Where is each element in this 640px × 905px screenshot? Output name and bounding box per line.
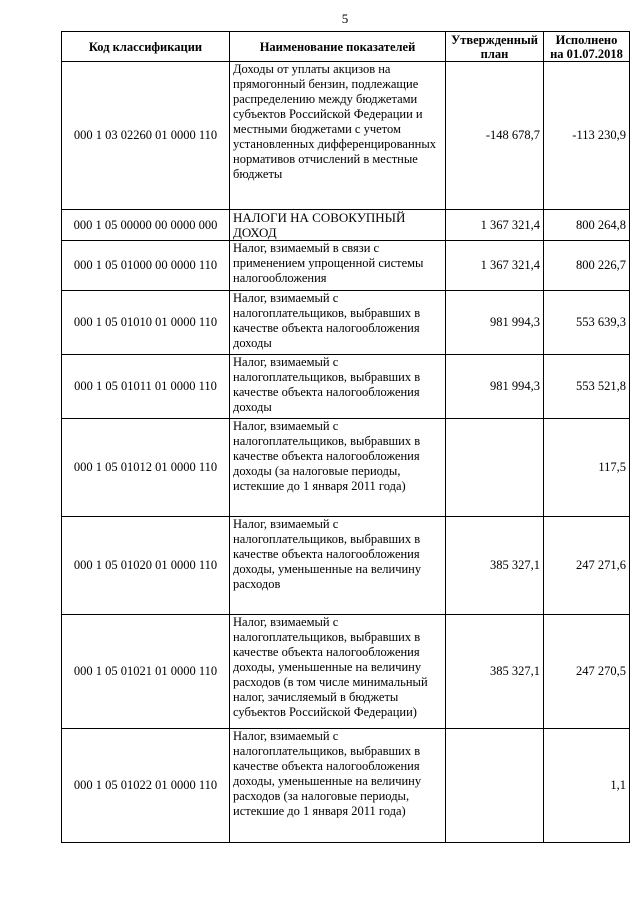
row-plan: [446, 729, 544, 843]
row-plan: 981 994,3: [446, 291, 544, 355]
row-done: 247 271,6: [544, 517, 630, 615]
table-row: [62, 517, 630, 615]
row-code: 000 1 03 02260 01 0000 110: [62, 62, 230, 210]
row-plan: -148 678,7: [446, 62, 544, 210]
table-row: [62, 241, 630, 291]
row-code: 000 1 05 00000 00 0000 000: [62, 210, 230, 241]
row-done: -113 230,9: [544, 62, 630, 210]
row-plan: 1 367 321,4: [446, 241, 544, 291]
header-plan-line2: план: [480, 46, 509, 61]
row-name: Доходы от уплаты акцизов на прямогонный бензин, подлежащие распределению между бюджетами субъектов Российской Федерации и местными бюджетами с учетом установленных дифференцированных нормативов отчислений в местные бюджеты: [230, 62, 446, 210]
table-row: [62, 291, 630, 355]
row-code: 000 1 05 01020 01 0000 110: [62, 517, 230, 615]
row-code: 000 1 05 01021 01 0000 110: [62, 615, 230, 729]
header-done-line1: Исполнено: [555, 32, 618, 47]
table-row: [62, 615, 630, 729]
row-name: НАЛОГИ НА СОВОКУПНЫЙ ДОХОД: [230, 210, 446, 241]
row-code: 000 1 05 01012 01 0000 110: [62, 419, 230, 517]
row-name: Налог, взимаемый с налогоплательщиков, выбравших в качестве объекта налогообложения доходы (за налоговые периоды, истекшие до 1 января 2011 года): [230, 419, 446, 517]
row-plan: 1 367 321,4: [446, 210, 544, 241]
row-plan: 981 994,3: [446, 355, 544, 419]
row-name: Налог, взимаемый с налогоплательщиков, выбравших в качестве объекта налогообложения доходы, уменьшенные на величину расходов (за налоговые периоды, истекшие до 1 января 2011 года): [230, 729, 446, 843]
row-name: Налог, взимаемый в связи с применением упрощенной системы налогообложения: [230, 241, 446, 291]
row-name: Налог, взимаемый с налогоплательщиков, выбравших в качестве объекта налогообложения доходы: [230, 291, 446, 355]
row-done: 553 521,8: [544, 355, 630, 419]
header-name: Наименование показателей: [230, 32, 446, 62]
page-number: 5: [341, 11, 349, 26]
header-done: [544, 32, 630, 62]
table-header-row: [62, 32, 630, 62]
row-name: Налог, взимаемый с налогоплательщиков, выбравших в качестве объекта налогообложения доходы: [230, 355, 446, 419]
row-done: 800 264,8: [544, 210, 630, 241]
row-done: 117,5: [544, 419, 630, 517]
table-row: [62, 355, 630, 419]
row-done: 1,1: [544, 729, 630, 843]
row-plan: 385 327,1: [446, 615, 544, 729]
header-done-line2: на 01.07.2018: [550, 46, 623, 61]
row-name: Налог, взимаемый с налогоплательщиков, выбравших в качестве объекта налогообложения доходы, уменьшенные на величину расходов (в том числе минимальный налог, зачисляемый в бюджеты субъектов Российской Федерации): [230, 615, 446, 729]
header-plan-line1: Утвержденный: [451, 32, 538, 47]
row-done: 553 639,3: [544, 291, 630, 355]
revenue-table: [61, 31, 630, 843]
table-row: [62, 419, 630, 517]
row-plan: [446, 419, 544, 517]
row-done: 247 270,5: [544, 615, 630, 729]
header-plan: [446, 32, 544, 62]
table-row: [62, 210, 630, 241]
table-row: [62, 62, 630, 210]
row-name: Налог, взимаемый с налогоплательщиков, выбравших в качестве объекта налогообложения доходы, уменьшенные на величину расходов: [230, 517, 446, 615]
row-code: 000 1 05 01022 01 0000 110: [62, 729, 230, 843]
row-code: 000 1 05 01010 01 0000 110: [62, 291, 230, 355]
row-code: 000 1 05 01000 00 0000 110: [62, 241, 230, 291]
row-done: 800 226,7: [544, 241, 630, 291]
header-code: Код классификации: [62, 32, 230, 62]
row-plan: 385 327,1: [446, 517, 544, 615]
row-code: 000 1 05 01011 01 0000 110: [62, 355, 230, 419]
table-row: [62, 729, 630, 843]
